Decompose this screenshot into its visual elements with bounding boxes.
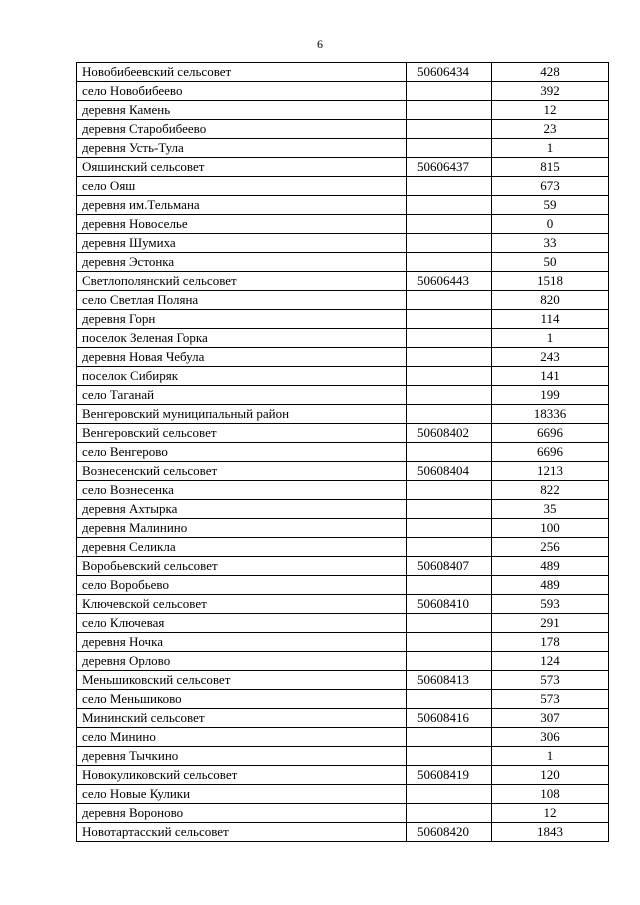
- table-row: [77, 481, 609, 500]
- oktmo-code-cell: 50608416: [407, 709, 492, 728]
- settlement-name-cell: деревня Эстонка: [77, 253, 407, 272]
- oktmo-code-cell: [407, 519, 492, 538]
- settlement-name-cell: село Минино: [77, 728, 407, 747]
- oktmo-code-cell: [407, 633, 492, 652]
- settlement-name-cell: Воробьевский сельсовет: [77, 557, 407, 576]
- settlement-name-cell: село Меньшиково: [77, 690, 407, 709]
- settlement-name-cell: село Светлая Поляна: [77, 291, 407, 310]
- oktmo-code-cell: 50608419: [407, 766, 492, 785]
- table-row: [77, 766, 609, 785]
- table-row: [77, 82, 609, 101]
- oktmo-code-cell: 50606434: [407, 63, 492, 82]
- settlement-name-cell: Мининский сельсовет: [77, 709, 407, 728]
- oktmo-code-cell: [407, 500, 492, 519]
- table-row: [77, 177, 609, 196]
- settlement-name-cell: село Ояш: [77, 177, 407, 196]
- table-row: [77, 728, 609, 747]
- settlement-name-cell: село Новые Кулики: [77, 785, 407, 804]
- population-value-cell: 108: [492, 785, 609, 804]
- settlements-table: [76, 62, 609, 842]
- oktmo-code-cell: 50608420: [407, 823, 492, 842]
- oktmo-code-cell: [407, 405, 492, 424]
- oktmo-code-cell: [407, 196, 492, 215]
- oktmo-code-cell: [407, 139, 492, 158]
- table-row: [77, 310, 609, 329]
- population-value-cell: 1213: [492, 462, 609, 481]
- settlement-name-cell: Вознесенский сельсовет: [77, 462, 407, 481]
- settlement-name-cell: Ояшинский сельсовет: [77, 158, 407, 177]
- table-row: [77, 253, 609, 272]
- settlement-name-cell: село Воробьево: [77, 576, 407, 595]
- population-value-cell: 673: [492, 177, 609, 196]
- oktmo-code-cell: [407, 443, 492, 462]
- oktmo-code-cell: [407, 690, 492, 709]
- table-row: [77, 101, 609, 120]
- oktmo-code-cell: [407, 82, 492, 101]
- population-value-cell: 428: [492, 63, 609, 82]
- settlement-name-cell: село Новобибеево: [77, 82, 407, 101]
- settlement-name-cell: поселок Зеленая Горка: [77, 329, 407, 348]
- population-value-cell: 12: [492, 804, 609, 823]
- settlement-name-cell: Новобибеевский сельсовет: [77, 63, 407, 82]
- table-row: [77, 234, 609, 253]
- oktmo-code-cell: 50608407: [407, 557, 492, 576]
- population-value-cell: 124: [492, 652, 609, 671]
- settlement-name-cell: село Вознесенка: [77, 481, 407, 500]
- table-row: [77, 405, 609, 424]
- settlement-name-cell: деревня Ночка: [77, 633, 407, 652]
- population-value-cell: 199: [492, 386, 609, 405]
- population-value-cell: 1: [492, 747, 609, 766]
- table-row: [77, 367, 609, 386]
- table-row: [77, 329, 609, 348]
- oktmo-code-cell: [407, 747, 492, 766]
- oktmo-code-cell: [407, 614, 492, 633]
- oktmo-code-cell: [407, 785, 492, 804]
- population-value-cell: 1518: [492, 272, 609, 291]
- population-value-cell: 573: [492, 690, 609, 709]
- population-value-cell: 815: [492, 158, 609, 177]
- population-value-cell: 307: [492, 709, 609, 728]
- table-row: [77, 785, 609, 804]
- oktmo-code-cell: [407, 386, 492, 405]
- oktmo-code-cell: [407, 576, 492, 595]
- settlement-name-cell: деревня Орлово: [77, 652, 407, 671]
- settlement-name-cell: Ключевской сельсовет: [77, 595, 407, 614]
- settlement-name-cell: деревня Старобибеево: [77, 120, 407, 139]
- oktmo-code-cell: 50608413: [407, 671, 492, 690]
- population-value-cell: 243: [492, 348, 609, 367]
- oktmo-code-cell: 50606437: [407, 158, 492, 177]
- population-value-cell: 12: [492, 101, 609, 120]
- table-row: [77, 291, 609, 310]
- settlement-name-cell: деревня Новоселье: [77, 215, 407, 234]
- population-value-cell: 120: [492, 766, 609, 785]
- settlement-name-cell: Венгеровский муниципальный район: [77, 405, 407, 424]
- population-value-cell: 593: [492, 595, 609, 614]
- oktmo-code-cell: [407, 310, 492, 329]
- table-row: [77, 519, 609, 538]
- table-row: [77, 139, 609, 158]
- settlement-name-cell: деревня Ахтырка: [77, 500, 407, 519]
- population-value-cell: 291: [492, 614, 609, 633]
- table-row: [77, 500, 609, 519]
- population-value-cell: 1843: [492, 823, 609, 842]
- oktmo-code-cell: [407, 367, 492, 386]
- population-value-cell: 141: [492, 367, 609, 386]
- table-row: [77, 671, 609, 690]
- population-value-cell: 178: [492, 633, 609, 652]
- oktmo-code-cell: [407, 804, 492, 823]
- population-value-cell: 18336: [492, 405, 609, 424]
- table-body: [77, 63, 609, 842]
- oktmo-code-cell: 50606443: [407, 272, 492, 291]
- population-value-cell: 0: [492, 215, 609, 234]
- oktmo-code-cell: [407, 215, 492, 234]
- settlement-name-cell: деревня Усть-Тула: [77, 139, 407, 158]
- population-value-cell: 489: [492, 576, 609, 595]
- settlement-name-cell: деревня Малинино: [77, 519, 407, 538]
- table-row: [77, 443, 609, 462]
- oktmo-code-cell: [407, 120, 492, 139]
- oktmo-code-cell: [407, 652, 492, 671]
- settlement-name-cell: деревня Шумиха: [77, 234, 407, 253]
- population-value-cell: 6696: [492, 424, 609, 443]
- population-value-cell: 256: [492, 538, 609, 557]
- population-value-cell: 573: [492, 671, 609, 690]
- settlement-name-cell: Новотартасский сельсовет: [77, 823, 407, 842]
- oktmo-code-cell: [407, 538, 492, 557]
- population-value-cell: 33: [492, 234, 609, 253]
- table-row: [77, 272, 609, 291]
- table-row: [77, 804, 609, 823]
- population-value-cell: 306: [492, 728, 609, 747]
- population-value-cell: 1: [492, 139, 609, 158]
- settlement-name-cell: деревня Тычкино: [77, 747, 407, 766]
- table-row: [77, 196, 609, 215]
- oktmo-code-cell: 50608404: [407, 462, 492, 481]
- settlement-name-cell: деревня Новая Чебула: [77, 348, 407, 367]
- oktmo-code-cell: 50608402: [407, 424, 492, 443]
- oktmo-code-cell: [407, 348, 492, 367]
- settlement-name-cell: деревня Горн: [77, 310, 407, 329]
- oktmo-code-cell: [407, 329, 492, 348]
- table-row: [77, 63, 609, 82]
- settlement-name-cell: деревня Вороново: [77, 804, 407, 823]
- settlement-name-cell: деревня Селикла: [77, 538, 407, 557]
- settlement-name-cell: село Ключевая: [77, 614, 407, 633]
- oktmo-code-cell: 50608410: [407, 595, 492, 614]
- table-row: [77, 747, 609, 766]
- population-value-cell: 35: [492, 500, 609, 519]
- population-value-cell: 392: [492, 82, 609, 101]
- oktmo-code-cell: [407, 253, 492, 272]
- table-row: [77, 120, 609, 139]
- table-row: [77, 576, 609, 595]
- settlement-name-cell: Меньшиковский сельсовет: [77, 671, 407, 690]
- oktmo-code-cell: [407, 234, 492, 253]
- table-row: [77, 386, 609, 405]
- oktmo-code-cell: [407, 728, 492, 747]
- oktmo-code-cell: [407, 481, 492, 500]
- settlement-name-cell: Венгеровский сельсовет: [77, 424, 407, 443]
- table-row: [77, 215, 609, 234]
- population-value-cell: 100: [492, 519, 609, 538]
- table-row: [77, 652, 609, 671]
- oktmo-code-cell: [407, 177, 492, 196]
- population-value-cell: 489: [492, 557, 609, 576]
- oktmo-code-cell: [407, 291, 492, 310]
- settlement-name-cell: деревня Камень: [77, 101, 407, 120]
- table-row: [77, 709, 609, 728]
- table-row: [77, 595, 609, 614]
- settlement-name-cell: Светлополянский сельсовет: [77, 272, 407, 291]
- population-value-cell: 6696: [492, 443, 609, 462]
- population-value-cell: 1: [492, 329, 609, 348]
- settlement-name-cell: поселок Сибиряк: [77, 367, 407, 386]
- table-row: [77, 557, 609, 576]
- table-row: [77, 633, 609, 652]
- table-row: [77, 348, 609, 367]
- population-value-cell: 50: [492, 253, 609, 272]
- settlement-name-cell: село Венгерово: [77, 443, 407, 462]
- population-value-cell: 822: [492, 481, 609, 500]
- population-value-cell: 820: [492, 291, 609, 310]
- table-row: [77, 462, 609, 481]
- population-value-cell: 23: [492, 120, 609, 139]
- population-value-cell: 59: [492, 196, 609, 215]
- table-row: [77, 614, 609, 633]
- page-number: 6: [317, 37, 323, 51]
- table-row: [77, 158, 609, 177]
- table-row: [77, 690, 609, 709]
- settlement-name-cell: деревня им.Тельмана: [77, 196, 407, 215]
- table-row: [77, 424, 609, 443]
- settlement-name-cell: Новокуликовский сельсовет: [77, 766, 407, 785]
- settlement-name-cell: село Таганай: [77, 386, 407, 405]
- table-row: [77, 538, 609, 557]
- table-row: [77, 823, 609, 842]
- oktmo-code-cell: [407, 101, 492, 120]
- population-value-cell: 114: [492, 310, 609, 329]
